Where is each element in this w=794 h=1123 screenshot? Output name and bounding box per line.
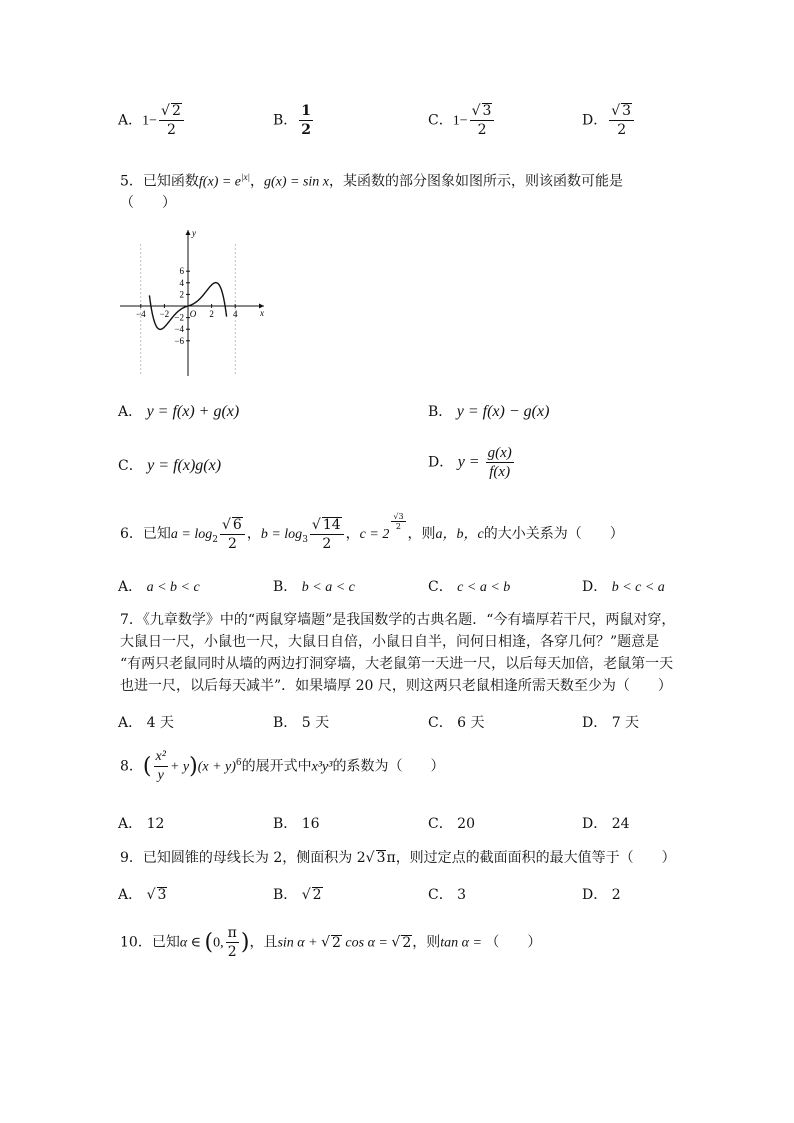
option-label: B． bbox=[273, 579, 298, 595]
fraction-denominator: 2 bbox=[227, 535, 237, 552]
fraction-denominator: 2 bbox=[395, 522, 401, 531]
sqrt-radicand: 3 bbox=[376, 850, 386, 866]
option-label: D． bbox=[582, 715, 608, 731]
q7-option-b bbox=[273, 712, 329, 732]
option-label: D． bbox=[582, 816, 608, 832]
q10-stem: 10．已知α ∈ (0, $\frac{\pi}{2}$ )，且sin α + √ 2 cos α = √ 2，则tan α = （ ） bbox=[120, 925, 542, 960]
y-axis-label: y bbox=[192, 228, 196, 238]
option-label: B． bbox=[273, 715, 298, 731]
option-expression: 4 天 bbox=[146, 715, 174, 731]
y-tick-label: 6 bbox=[179, 266, 184, 277]
x-tick-label: O bbox=[189, 309, 197, 319]
option-label: B． bbox=[273, 816, 298, 832]
option-expression: 7 天 bbox=[611, 715, 640, 731]
q5-option-c bbox=[118, 455, 221, 475]
option-label: C． bbox=[428, 112, 453, 129]
option-expression: c < a < b bbox=[457, 580, 511, 595]
formula-power: 6 bbox=[235, 757, 242, 768]
y-axis-arrow bbox=[186, 230, 191, 235]
y-tick-label: −6 bbox=[174, 335, 184, 346]
option-label: D． bbox=[582, 579, 608, 595]
paren-left: ( bbox=[142, 754, 152, 779]
question-line: 大鼠日一尺，小鼠也一尺，大鼠日自倍，小鼠日自半，问何日相逢，各穿几何？”题意是 bbox=[120, 634, 660, 650]
option-expression: y = f(x) − g(x) bbox=[456, 403, 550, 420]
option-label: C． bbox=[118, 458, 143, 474]
formula-coef: 2 bbox=[356, 850, 366, 866]
y-tick-label: 4 bbox=[179, 277, 184, 288]
interval-left: 0, bbox=[213, 935, 224, 951]
q7-stem bbox=[120, 609, 680, 697]
fraction: $\frac{√ 14}{2}$ bbox=[310, 516, 344, 553]
option-expression: 2 bbox=[611, 887, 621, 903]
paren-right: ) bbox=[189, 754, 198, 779]
fraction-numerator: π bbox=[227, 925, 237, 941]
option-label: A． bbox=[118, 715, 143, 731]
question-text: 已知 bbox=[142, 526, 171, 542]
paren-right: ) bbox=[240, 930, 250, 955]
q5-stem bbox=[120, 166, 623, 194]
sqrt-radicand: 3 bbox=[622, 103, 632, 119]
pi-symbol: π bbox=[386, 850, 396, 866]
fraction-denominator: y bbox=[157, 768, 164, 783]
option-label: D． bbox=[582, 112, 608, 129]
x-tick-label: 4 bbox=[232, 309, 238, 319]
q6-option-c bbox=[428, 576, 510, 596]
option-label: C． bbox=[428, 579, 453, 595]
option-expression: y = f(x) + g(x) bbox=[146, 403, 240, 420]
option-label: D． bbox=[582, 887, 608, 903]
q9-option-d bbox=[582, 884, 621, 904]
question-line: “有两只老鼠同时从墙的两边打洞穿墙，大老鼠第一天进一尺，以后每天加倍，老鼠第一天 bbox=[120, 656, 674, 672]
question-text: 的系数为（ ） bbox=[332, 758, 445, 775]
q9-option-c bbox=[428, 884, 466, 904]
option-expression: 12 bbox=[146, 816, 165, 832]
answer-paren: （ ） bbox=[120, 195, 176, 211]
sqrt-radicand: 2 bbox=[332, 934, 341, 951]
question-text: 的大小关系为（ ） bbox=[483, 526, 624, 542]
x-tick-label: 2 bbox=[209, 309, 214, 319]
fraction bbox=[226, 924, 239, 961]
q4-option-d bbox=[582, 102, 636, 139]
sqrt-radicand: 3 bbox=[157, 887, 167, 903]
fraction-numerator: x² bbox=[154, 748, 168, 767]
q8-option-d bbox=[582, 813, 630, 833]
option-label: A． bbox=[118, 404, 143, 420]
option-prefix: 1− bbox=[142, 113, 158, 129]
fraction-denominator: 2 bbox=[617, 122, 627, 138]
sqrt-radicand: 2 bbox=[402, 934, 412, 951]
question-text: ，则过定点的截面面积的最大值等于（ ） bbox=[395, 850, 676, 866]
question-number: 8． bbox=[120, 758, 143, 775]
question-line: 也进一尺，以后每天减半”．如果墙厚 20 尺，则这两只老鼠相逢所需天数至少为（ ） bbox=[120, 678, 672, 694]
option-expression: 16 bbox=[301, 816, 320, 832]
fraction: $\frac{√ 3}{2}$ bbox=[609, 102, 634, 139]
formula-tan: tan α = bbox=[440, 935, 486, 951]
option-label: A． bbox=[118, 112, 143, 129]
q5-option-d bbox=[428, 444, 516, 481]
fraction-denominator: 2 bbox=[166, 122, 176, 138]
separator: ， bbox=[345, 526, 360, 542]
formula-term: x³y³ bbox=[311, 759, 333, 775]
x-tick-label: −2 bbox=[159, 309, 170, 319]
q6-option-b bbox=[273, 576, 355, 596]
y-tick-label: −2 bbox=[174, 312, 184, 323]
question-text: 的展开式中 bbox=[241, 758, 312, 775]
question-number: 10． bbox=[120, 934, 152, 951]
option-label: B． bbox=[273, 887, 298, 903]
y-tick-label: −4 bbox=[174, 324, 184, 335]
formula-exponent: |x| bbox=[241, 172, 250, 182]
q7-option-c bbox=[428, 712, 485, 732]
formula-term: + y bbox=[169, 759, 190, 775]
option-prefix: y = bbox=[457, 453, 484, 471]
option-expression: 20 bbox=[457, 816, 475, 832]
option-label: B． bbox=[428, 404, 453, 420]
q9-option-b: B． √ 2 bbox=[273, 887, 322, 903]
graph-axes bbox=[120, 230, 264, 376]
function-graph bbox=[118, 226, 268, 378]
q7-option-a bbox=[118, 712, 174, 732]
fraction: $\frac{√ 2}{2}$ bbox=[159, 102, 184, 139]
fraction-numerator: g(x) bbox=[487, 445, 512, 461]
q8-option-a bbox=[118, 813, 164, 833]
q4-option-b bbox=[273, 102, 315, 139]
sqrt-radicand: 6 bbox=[232, 516, 242, 533]
option-label: C． bbox=[428, 715, 453, 731]
option-label: D． bbox=[428, 454, 454, 471]
option-expression: 24 bbox=[611, 816, 630, 832]
question-text: ， bbox=[249, 173, 264, 190]
q4-option-c bbox=[428, 102, 496, 139]
q8-option-c bbox=[428, 813, 475, 833]
question-text: ，则 bbox=[407, 526, 436, 542]
sqrt-radicand: 2 bbox=[171, 103, 181, 119]
option-label: A． bbox=[118, 579, 143, 595]
option-label: A． bbox=[118, 816, 143, 832]
formula-binomial: (x + y) bbox=[197, 759, 236, 775]
q7-option-d bbox=[582, 712, 639, 732]
question-text: 9．已知圆锥的母线长为 2，侧面积为 bbox=[120, 850, 357, 866]
question-number: 5． bbox=[120, 173, 143, 190]
question-text: ，则 bbox=[412, 934, 441, 951]
fraction bbox=[154, 748, 168, 785]
q8-option-b bbox=[273, 813, 320, 833]
paren-left: ( bbox=[204, 930, 214, 955]
q8-stem bbox=[120, 748, 444, 785]
fraction bbox=[299, 102, 313, 139]
option-expression: b < a < c bbox=[301, 580, 355, 595]
option-label: B． bbox=[273, 112, 298, 129]
log-base: 2 bbox=[212, 534, 218, 545]
q9-option-a: A． √ 3 bbox=[118, 887, 167, 903]
fraction-denominator: 2 bbox=[322, 535, 332, 552]
log-base: 3 bbox=[302, 534, 308, 545]
separator: ， bbox=[246, 526, 261, 542]
option-label: C． bbox=[428, 887, 453, 903]
option-expression: y = f(x)g(x) bbox=[147, 457, 222, 474]
formula-alpha: α ∈ bbox=[179, 935, 205, 951]
x-tick-label: −4 bbox=[136, 309, 146, 319]
graph-labels bbox=[136, 228, 264, 346]
question-text: 已知 bbox=[151, 934, 180, 951]
sqrt-radicand: 3 bbox=[398, 512, 404, 521]
fraction: $\frac{√ 6}{2}$ bbox=[220, 516, 245, 553]
sqrt-radicand: 14 bbox=[322, 516, 341, 533]
q9-stem: 9．已知圆锥的母线长为 2，侧面积为 2√ 3π，则过定点的截面面积的最大值等于（ ） bbox=[120, 850, 676, 866]
fraction-numerator: 1 bbox=[301, 103, 312, 119]
question-text: ，某函数的部分图象如图所示，则该函数可能是 bbox=[329, 173, 624, 190]
formula-mid: cos α = bbox=[341, 935, 392, 951]
formula-b: b = log bbox=[260, 527, 303, 542]
option-label: C． bbox=[428, 816, 453, 832]
question-text: 已知函数 bbox=[142, 173, 199, 190]
fraction bbox=[486, 444, 514, 481]
q5-option-b bbox=[428, 401, 549, 421]
formula-f: f(x) = e bbox=[198, 174, 242, 190]
fraction-denominator: f(x) bbox=[489, 464, 511, 480]
fraction-denominator: 2 bbox=[477, 122, 487, 138]
variables: a，b，c bbox=[435, 527, 484, 542]
formula-g: g(x) = sin x bbox=[263, 174, 330, 190]
option-expression: b < c < a bbox=[611, 580, 665, 595]
option-expression: 6 天 bbox=[457, 715, 485, 731]
answer-paren: （ ） bbox=[485, 934, 542, 951]
question-text: ，且 bbox=[249, 934, 278, 951]
option-expression: a < b < c bbox=[146, 580, 200, 595]
formula-c: c = 2 bbox=[359, 527, 390, 542]
q6-option-d bbox=[582, 576, 665, 596]
q5-option-a bbox=[118, 401, 239, 421]
question-line: 7．《九章数学》中的“两鼠穿墙题”是我国数学的古典名题．“今有墙厚若干尺，两鼠对穿， bbox=[120, 612, 676, 628]
x-axis-label: x bbox=[260, 308, 264, 318]
q6-option-a bbox=[118, 576, 200, 596]
option-expression: 5 天 bbox=[301, 715, 330, 731]
formula-lhs: sin α + bbox=[277, 935, 322, 951]
sqrt-radicand: 3 bbox=[482, 103, 492, 119]
y-tick-label: 2 bbox=[179, 289, 184, 300]
fraction-denominator: 2 bbox=[227, 944, 237, 960]
formula-a: a = log bbox=[170, 527, 213, 542]
exponent-fraction: √3 2 bbox=[393, 512, 404, 531]
fraction: $\frac{√ 3}{2}$ bbox=[470, 102, 495, 139]
sqrt-radicand: 2 bbox=[312, 887, 322, 903]
option-label: A． bbox=[118, 887, 143, 903]
q4-option-a bbox=[118, 102, 186, 139]
option-expression: 3 bbox=[457, 887, 467, 903]
q6-stem bbox=[120, 512, 624, 553]
option-prefix: 1− bbox=[452, 113, 468, 129]
fraction-denominator: 2 bbox=[301, 122, 312, 138]
question-number: 6． bbox=[120, 526, 143, 542]
